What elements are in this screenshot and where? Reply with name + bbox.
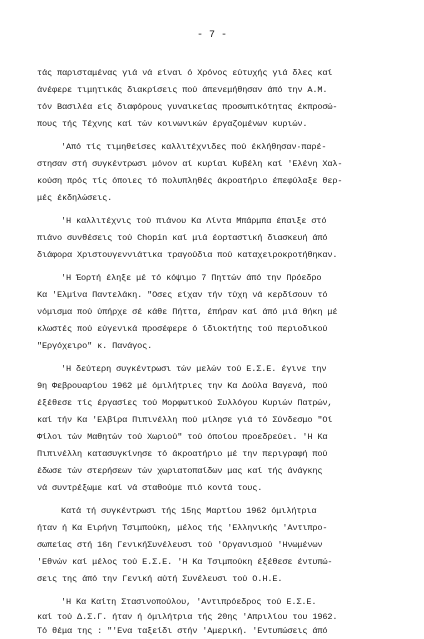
text-line: σεις της άπό την Γενική αύτή Συνέλευσι τού Ο.Η.Ε. — [37, 574, 283, 584]
text-line: Φίλοι τών Μαθητών τού Χωριού" τού όποίου προεδρεύει. 'Η Κα — [37, 432, 328, 442]
text-line: κούση πρός τίς όποιες τό πολυπληθές άκροατήριο έπεφύλαξε θερ- — [37, 176, 343, 186]
text-line: 'Από τίς τιμηθείσες καλλιτέχνιδες πού έκλήθησαν·παρέ- — [61, 142, 327, 152]
text-line: νόμισμα πού ύπήρχε σέ κάθε Πήττα, έπήραν καί άπό μιά θήκη μέ — [37, 307, 338, 317]
page-number: - 7 - — [196, 30, 227, 41]
text-line: διάφορα Χριστουγεννιάτικα τραγούδια πού καταχειροκροτήθηκαν. — [37, 250, 338, 260]
text-line: 9η Φεβρουαρίου 1962 μέ όμιλήτριες την Κα Δούλα Βαγενά, πού — [37, 381, 328, 391]
text-line: πιάνο συνθέσεις τού Chopin καί μιά έορταστική διασκευή άπό — [37, 233, 328, 243]
text-line: Πιπινέλλη κατασυγκίνησε τό άκροατήριο μέ την περιγραφή πού — [37, 449, 328, 459]
text-line: καί τού Δ.Σ.Γ. ήταν ή όμιλήτρια τής 20ης 'Απριλίου του 1962. — [37, 612, 338, 622]
text-line: μές έκδηλώσεις. — [37, 193, 113, 203]
text-line: Κατά τή συγκέντρωσι τής 15ης Μαρτίου 1962 όμιλήτρια — [61, 506, 317, 516]
text-line: 'Η Κα Καίτη Στασινοπούλου, 'Αντιπρόεδρος τού Ε.Σ.Ε. — [61, 597, 317, 607]
text-line: "Εργόχειρο" κ. Πανάγος. — [37, 341, 153, 351]
text-line: Κα 'Ελμίνα Παντελάκη. "Οσες είχαν τήν τύχη νά κερδίσουν τό — [37, 290, 328, 300]
text-line: καί τήν Κα 'Ελβίρα Πιπινέλλη πού μίλησε γιά τό Σύνδεσμο "Οί — [37, 415, 333, 425]
text-line: νά συντρέξωμε καί νά σταθούμε πιό κοντά τους. — [37, 483, 263, 493]
text-line: σωπείας στή 16η ΓενικήΣυνέλευσι τού 'Οργανισμού 'Ηνωμένων — [37, 540, 323, 550]
text-line: ήταν ή Κα Ειρήνη Τσιμπούκη, μέλος τής 'Ελληνικής 'Αντιπρο- — [37, 523, 328, 533]
text-line: 'Η δεύτερη συγκέντρωσι τών μελών τού Ε.Σ.Ε. έγινε την — [61, 364, 327, 374]
text-line: στησαν στή συγκέντρωσι μόνον αί κυρίαι Κυβέλη καί 'Ελένη Χαλ- — [37, 159, 343, 169]
text-line: τόν Βασιλέα είς διαφόρους γυναικείας προσωπικότητας έκπροσώ- — [37, 102, 338, 112]
text-line: κλωστές πού εύγενικά προσέφερε ό ίδιοκτήτης τού περιοδικού — [37, 324, 328, 334]
text-line: τάς παρισταμένας γιά νά είναι ό Χρόνος εύτυχής γιά δλες καί — [37, 68, 333, 78]
text-line: 'Η καλλιτέχνις τού πιάνου Κα Λίντα Μπάρμπα έπαιξε στό — [61, 216, 327, 226]
text-line: άνέφερε τιμητικάς διακρίσεις πού άπενεμήθησαν άπό την Α.Μ. — [37, 85, 328, 95]
text-line: Τό θέμα της : "'Ενα ταξείδι στήν 'Αμερική. 'Εντυπώσεις άπό — [37, 626, 328, 636]
text-line: έξέθεσε τίς έργασίες τού Μορφωτικού Συλλόγου Κυριών Πατρών, — [37, 398, 333, 408]
text-line: έδωσε τών στερήσεων τών χωριατοπαίδων μας καί τής άνάγκης — [37, 466, 323, 476]
text-line: 'Η Έορτή έληξε μέ τό κόψιμο 7 Πηττών άπό την Πρόεδρο — [61, 273, 322, 283]
text-line: 'Εθνών καί μέλος τού Ε.Σ.Ε. 'Η Κα Τσιμπούκη έξέθεσε έντυπώ- — [37, 557, 333, 567]
text-line: πους τής Τέχνης καί τών κοινωνικών έργαζομένων κυριών. — [37, 119, 308, 129]
